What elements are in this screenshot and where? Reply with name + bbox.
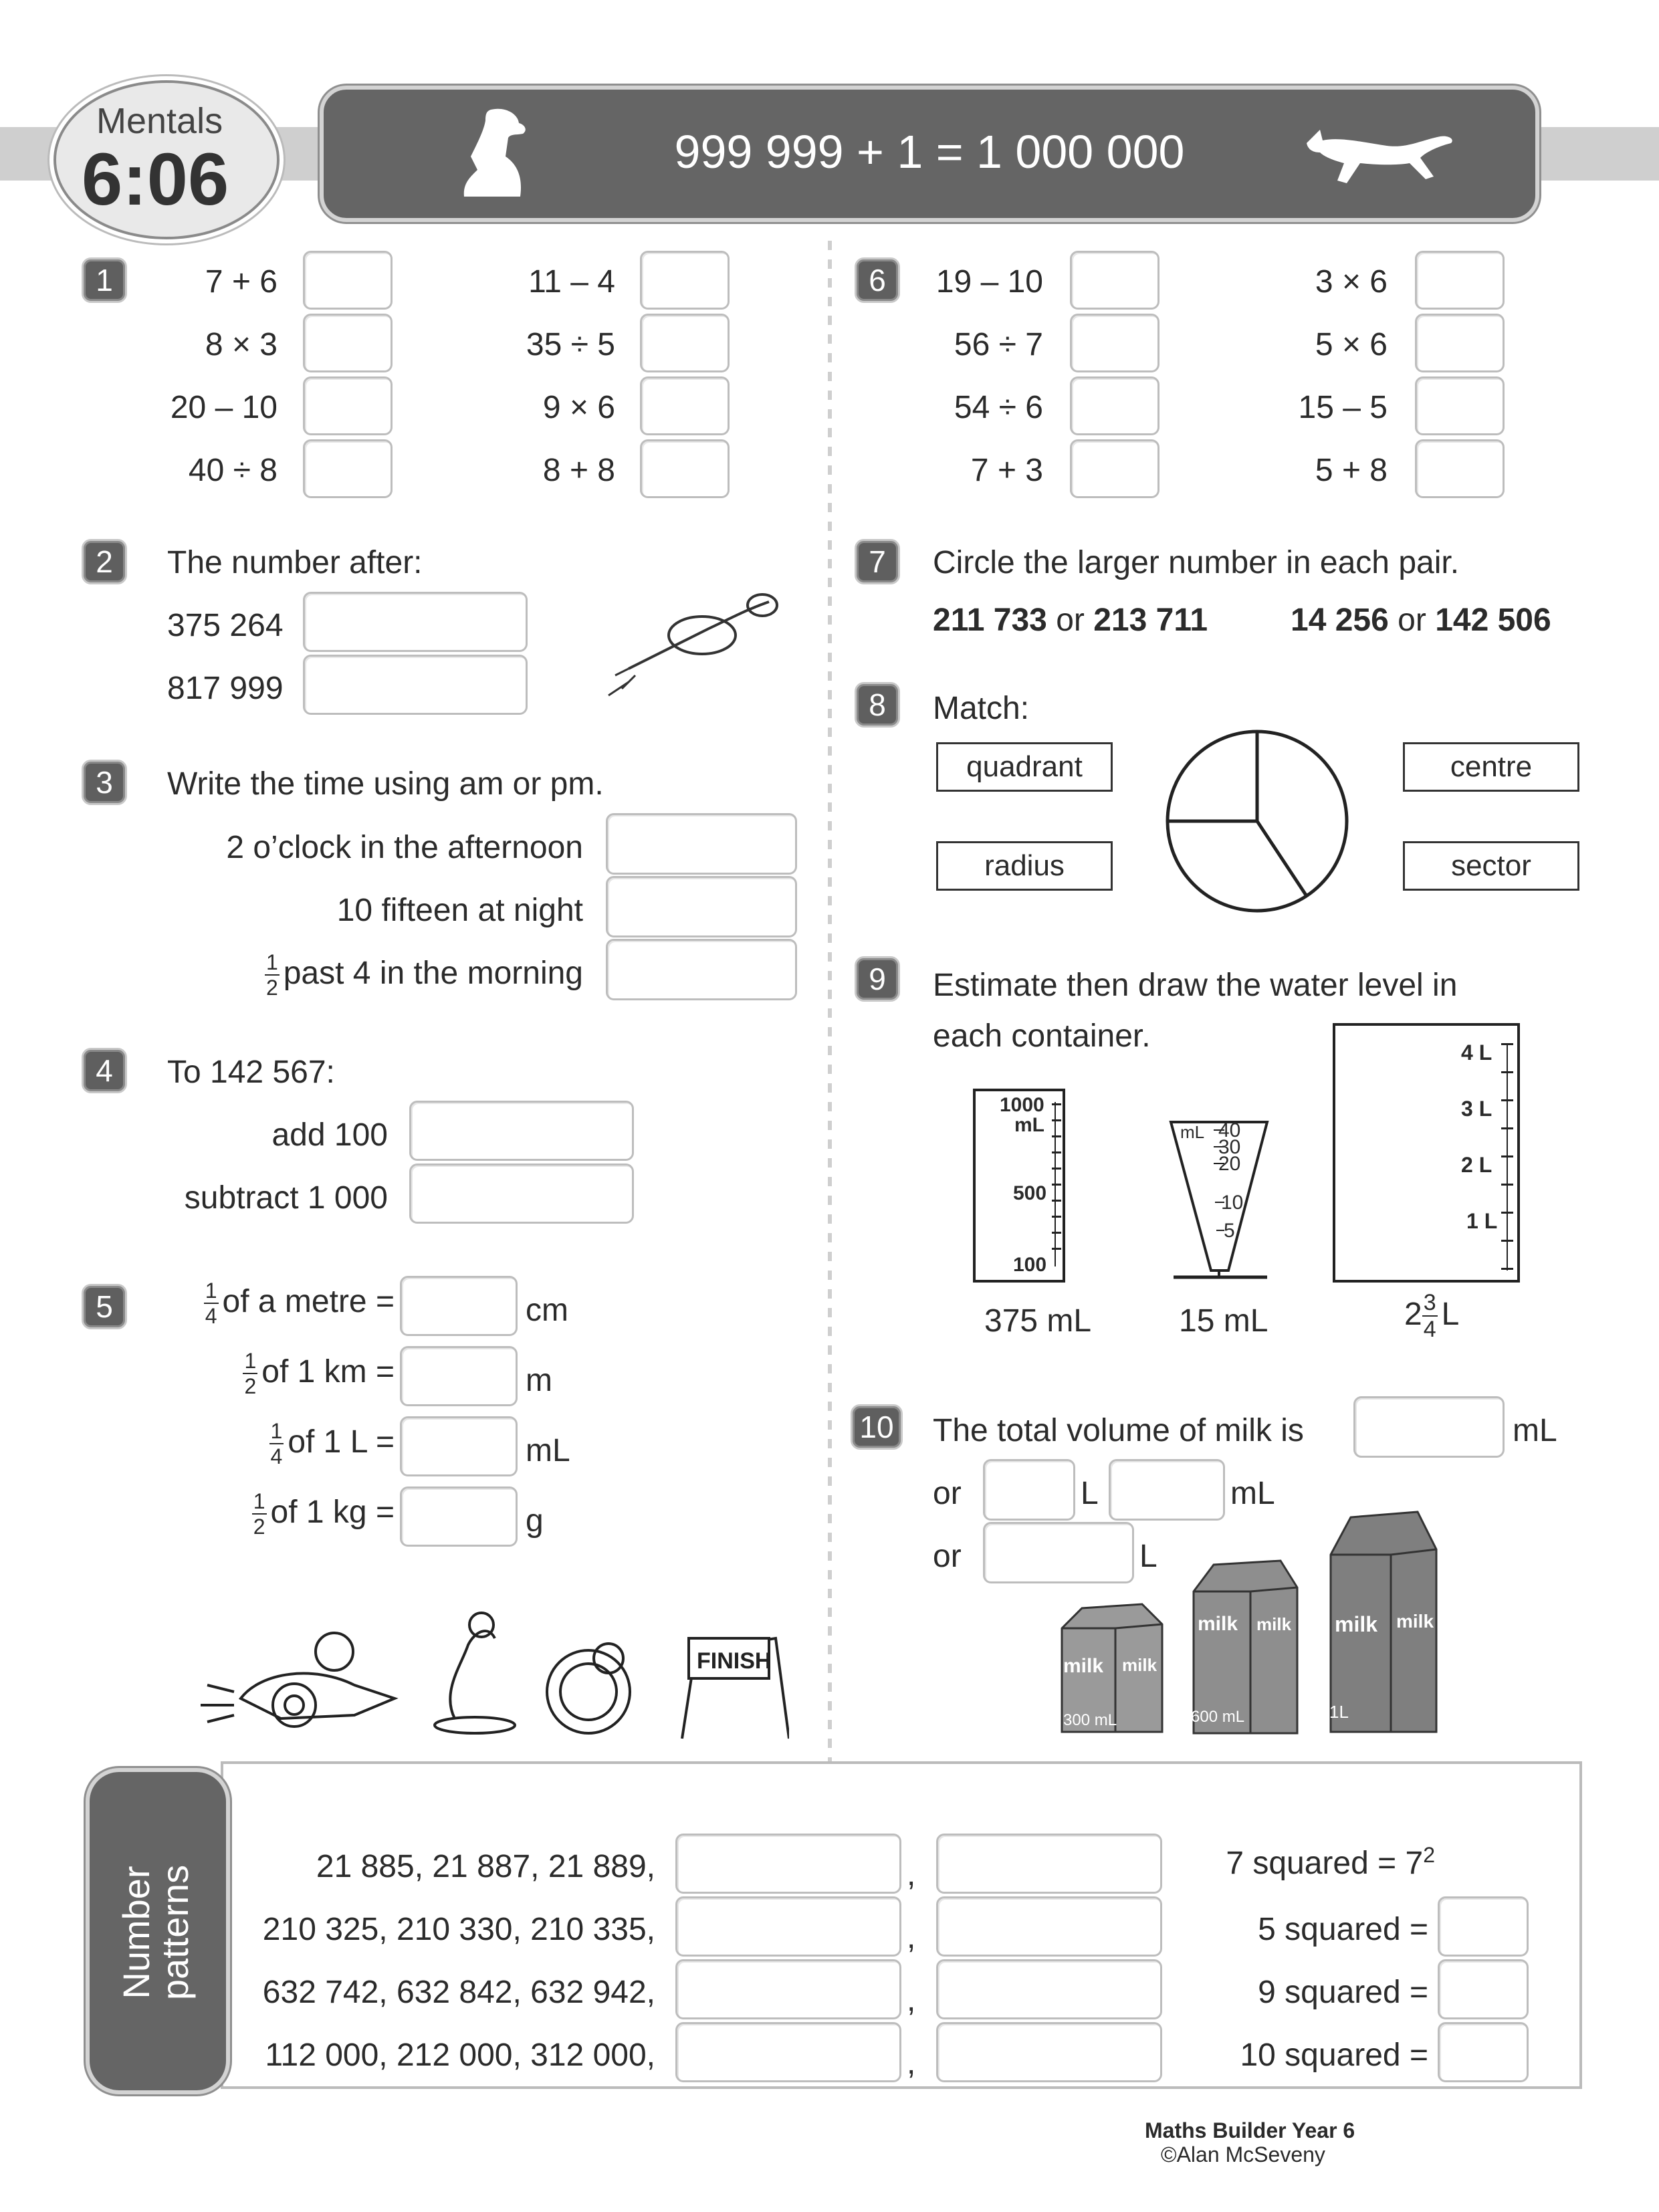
answer-box[interactable] xyxy=(303,439,393,498)
q9-prompt: each container. xyxy=(933,1018,1151,1054)
squared-item: 9 squared = xyxy=(1258,1975,1428,2010)
measuring-tank-4l[interactable] xyxy=(1333,1023,1520,1283)
answer-box[interactable] xyxy=(303,592,528,652)
q4-item: subtract 1 000 xyxy=(184,1180,388,1216)
answer-box[interactable] xyxy=(1438,1959,1529,2019)
pattern-comma: , xyxy=(907,1857,916,1892)
q7-number[interactable]: 213 711 xyxy=(1093,602,1208,638)
answer-box[interactable] xyxy=(983,1522,1134,1583)
q5-row: $\frac{1}{4}$ of a metre = xyxy=(205,1279,395,1329)
answer-box[interactable] xyxy=(640,376,730,435)
question-number-9: 9 xyxy=(855,956,900,1002)
footer-book-title: Maths Builder Year 6 xyxy=(1145,2118,1355,2142)
mentals-number: 6:06 xyxy=(82,138,229,221)
answer-box[interactable] xyxy=(303,251,393,310)
q7-number[interactable]: 14 256 xyxy=(1291,602,1389,638)
patterns-title: Number xyxy=(115,1866,157,1999)
tank-tick-label: 2 L xyxy=(1461,1153,1492,1177)
q7-pair-2: 14 256 or 142 506 xyxy=(1291,602,1551,638)
question-number-5: 5 xyxy=(82,1284,127,1329)
carton-label: milk xyxy=(1335,1612,1378,1636)
finish-sign-text: FINISH xyxy=(697,1648,772,1674)
match-label-centre[interactable]: centre xyxy=(1403,742,1579,792)
squared-item: 7 squared = $7^2$ xyxy=(1226,1843,1435,1881)
answer-box[interactable] xyxy=(606,939,797,1000)
carton-volume: 300 mL xyxy=(1063,1711,1117,1729)
jug-tick-label: 5 xyxy=(1224,1220,1235,1242)
answer-box[interactable] xyxy=(303,376,393,435)
pattern-comma: , xyxy=(907,1983,916,2018)
answer-box[interactable] xyxy=(675,2022,901,2082)
carton-label: milk xyxy=(1396,1611,1434,1632)
q6-left-item: 54 ÷ 6 xyxy=(954,390,1043,425)
q1-right-item: 35 ÷ 5 xyxy=(526,327,615,362)
answer-box[interactable] xyxy=(1070,314,1159,372)
cat-icon xyxy=(1300,116,1460,190)
q2-prompt: The number after: xyxy=(167,545,423,580)
q3-item: past 4 in the morning xyxy=(283,956,583,991)
q3-item-row xyxy=(154,947,583,1000)
q5-unit: mL xyxy=(526,1433,570,1468)
q7-number[interactable]: 142 506 xyxy=(1435,602,1551,638)
squared-item: 10 squared = xyxy=(1240,2037,1428,2073)
q4-item: add 100 xyxy=(271,1117,388,1153)
pattern-sequence: 210 325, 210 330, 210 335, xyxy=(262,1912,655,1947)
q10-or: or xyxy=(933,1476,962,1511)
answer-box[interactable] xyxy=(1070,376,1159,435)
answer-box[interactable] xyxy=(303,314,393,372)
q5-unit: cm xyxy=(526,1293,568,1328)
question-number-2: 2 xyxy=(82,539,127,584)
answer-box[interactable] xyxy=(640,251,730,310)
q10-unit: mL xyxy=(1513,1413,1557,1448)
answer-box[interactable] xyxy=(936,1896,1162,1957)
q10-unit: L xyxy=(1081,1476,1099,1511)
q10-or: or xyxy=(933,1539,962,1574)
jug-tick-label: 500 xyxy=(1013,1182,1047,1204)
footer-author: ©Alan McSeveny xyxy=(1161,2142,1325,2167)
jug-tick-label: 1000 xyxy=(1000,1094,1044,1116)
jug-scale-ticks xyxy=(1052,1103,1061,1264)
answer-box[interactable] xyxy=(936,1959,1162,2019)
question-number-6: 6 xyxy=(855,257,900,303)
question-number-7: 7 xyxy=(855,539,900,584)
tank-caption: 2 $\frac{3}{4}$ L xyxy=(1404,1290,1460,1343)
squared-item: 5 squared = xyxy=(1258,1912,1428,1947)
pattern-sequence: 632 742, 632 842, 632 942, xyxy=(262,1975,655,2010)
answer-box[interactable] xyxy=(606,876,797,937)
answer-box[interactable] xyxy=(1415,439,1505,498)
answer-box[interactable] xyxy=(400,1346,518,1406)
answer-box[interactable] xyxy=(1415,376,1505,435)
q6-left-item: 19 – 10 xyxy=(935,264,1043,300)
tank-tick-label: 1 L xyxy=(1466,1209,1498,1233)
banner xyxy=(320,86,1539,222)
q4-prompt: To 142 567: xyxy=(167,1055,335,1090)
banner-equation: 999 999 + 1 = 1 000 000 xyxy=(674,126,1185,178)
answer-box[interactable] xyxy=(303,655,528,715)
jug-tick-label: 40 xyxy=(1218,1119,1241,1141)
q1-left-item: 8 × 3 xyxy=(205,327,278,362)
answer-box[interactable] xyxy=(640,314,730,372)
answer-box[interactable] xyxy=(936,1834,1162,1894)
jug-caption: 15 mL xyxy=(1179,1303,1268,1339)
q1-right-item: 11 – 4 xyxy=(528,264,615,300)
question-number-10: 10 xyxy=(851,1404,903,1450)
tank-scale-ticks xyxy=(1501,1043,1513,1270)
fraction: $\frac{1}{2}$ xyxy=(265,950,278,1000)
q5-row: $\frac{1}{2}$ of 1 km = xyxy=(244,1349,395,1399)
q10-prompt: The total volume of milk is xyxy=(933,1413,1304,1448)
q3-prompt: Write the time using am or pm. xyxy=(167,766,604,802)
pattern-sequence: 112 000, 212 000, 312 000, xyxy=(265,2037,655,2073)
rocket-snake-illustration xyxy=(602,575,789,709)
q8-prompt: Match: xyxy=(933,691,1030,726)
answer-box[interactable] xyxy=(936,2022,1162,2082)
answer-box[interactable] xyxy=(675,1896,901,1957)
answer-box[interactable] xyxy=(1438,1896,1529,1957)
fraction: $\frac{1}{2}$ xyxy=(253,1489,265,1539)
jug-tick-label: 30 xyxy=(1218,1136,1241,1158)
circle-diagram xyxy=(1164,728,1351,915)
q6-right-item: 3 × 6 xyxy=(1315,264,1388,300)
question-number-3: 3 xyxy=(82,760,127,805)
q3-item: 2 o’clock in the afternoon xyxy=(226,830,583,865)
q2-item: 817 999 xyxy=(167,671,284,706)
match-label-radius[interactable]: radius xyxy=(936,841,1113,891)
mentals-label: Mentals xyxy=(96,101,223,141)
answer-box[interactable] xyxy=(409,1164,634,1224)
carton-label: milk xyxy=(1256,1614,1292,1634)
q6-left-item: 7 + 3 xyxy=(970,453,1043,488)
q9-prompt: Estimate then draw the water level in xyxy=(933,968,1458,1003)
jug-tick-label: mL xyxy=(1180,1122,1205,1142)
q1-left-item: 20 – 10 xyxy=(170,390,278,425)
answer-box[interactable] xyxy=(675,1959,901,2019)
jug-tick-label: 10 xyxy=(1221,1192,1244,1214)
answer-box[interactable] xyxy=(1070,439,1159,498)
answer-box[interactable] xyxy=(1415,314,1505,372)
answer-box[interactable] xyxy=(400,1486,518,1547)
q10-unit: mL xyxy=(1230,1476,1275,1511)
q6-left-item: 56 ÷ 7 xyxy=(954,327,1043,362)
tank-tick-label: 4 L xyxy=(1461,1040,1492,1065)
carton-volume: 600 mL xyxy=(1191,1708,1245,1726)
q6-right-item: 15 – 5 xyxy=(1298,390,1388,425)
q5-unit: m xyxy=(526,1363,552,1398)
q10-unit: L xyxy=(1139,1539,1157,1574)
q6-right-item: 5 × 6 xyxy=(1315,327,1388,362)
q2-item: 375 264 xyxy=(167,608,284,643)
fraction: $\frac{1}{4}$ xyxy=(270,1419,283,1469)
answer-box[interactable] xyxy=(400,1416,518,1476)
carton-label: milk xyxy=(1122,1655,1157,1675)
milk-carton-1l xyxy=(1324,1508,1439,1735)
answer-box[interactable] xyxy=(983,1459,1075,1521)
patterns-title: patterns xyxy=(154,1864,196,2001)
answer-box[interactable] xyxy=(1109,1459,1225,1521)
jug-tick-label: mL xyxy=(1014,1114,1044,1136)
q1-left-item: 40 ÷ 8 xyxy=(188,453,278,488)
q5-row: $\frac{1}{4}$ of 1 L = xyxy=(270,1419,395,1469)
question-number-8: 8 xyxy=(855,682,900,728)
match-label-sector[interactable]: sector xyxy=(1403,841,1579,891)
milk-carton-300ml xyxy=(1055,1601,1168,1735)
match-label-quadrant[interactable]: quadrant xyxy=(936,742,1113,792)
tank-tick-label: 3 L xyxy=(1461,1097,1492,1121)
carton-label: milk xyxy=(1063,1655,1104,1677)
q5-row: $\frac{1}{2}$ of 1 kg = xyxy=(253,1489,395,1539)
q7-prompt: Circle the larger number in each pair. xyxy=(933,545,1460,580)
pattern-comma: , xyxy=(907,1920,916,1955)
number-patterns-tab xyxy=(86,1768,230,2094)
pattern-comma: , xyxy=(907,2045,916,2081)
q7-pair-1: 211 733 or 213 711 xyxy=(933,602,1208,638)
q1-right-item: 8 + 8 xyxy=(542,453,615,488)
carton-volume: 1L xyxy=(1329,1702,1349,1722)
pattern-sequence: 21 885, 21 887, 21 889, xyxy=(316,1849,655,1884)
question-number-1: 1 xyxy=(82,257,127,303)
answer-box[interactable] xyxy=(640,439,730,498)
q5-unit: g xyxy=(526,1503,544,1539)
answer-box[interactable] xyxy=(1415,251,1505,310)
jug-tick-label: 100 xyxy=(1013,1254,1047,1276)
carton-label: milk xyxy=(1198,1613,1238,1635)
q1-right-item: 9 × 6 xyxy=(542,390,615,425)
racing-cars-illustration xyxy=(201,1585,789,1745)
fraction: $\frac{1}{4}$ xyxy=(205,1279,217,1329)
answer-box[interactable] xyxy=(400,1276,518,1336)
answer-box[interactable] xyxy=(1438,2022,1529,2082)
answer-box[interactable] xyxy=(1353,1396,1505,1458)
answer-box[interactable] xyxy=(606,813,797,875)
jug-tick-label: 20 xyxy=(1218,1153,1241,1175)
q6-right-item: 5 + 8 xyxy=(1315,453,1388,488)
mentals-badge xyxy=(53,80,280,239)
jug-caption: 375 mL xyxy=(984,1303,1092,1339)
milk-carton-600ml xyxy=(1187,1558,1301,1737)
question-number-4: 4 xyxy=(82,1048,127,1093)
fraction: $\frac{1}{2}$ xyxy=(244,1349,257,1399)
answer-box[interactable] xyxy=(675,1834,901,1894)
answer-box[interactable] xyxy=(1070,251,1159,310)
q7-number[interactable]: 211 733 xyxy=(933,602,1047,638)
answer-box[interactable] xyxy=(409,1101,634,1161)
q1-left-item: 7 + 6 xyxy=(205,264,278,300)
q3-item: 10 fifteen at night xyxy=(336,893,583,928)
